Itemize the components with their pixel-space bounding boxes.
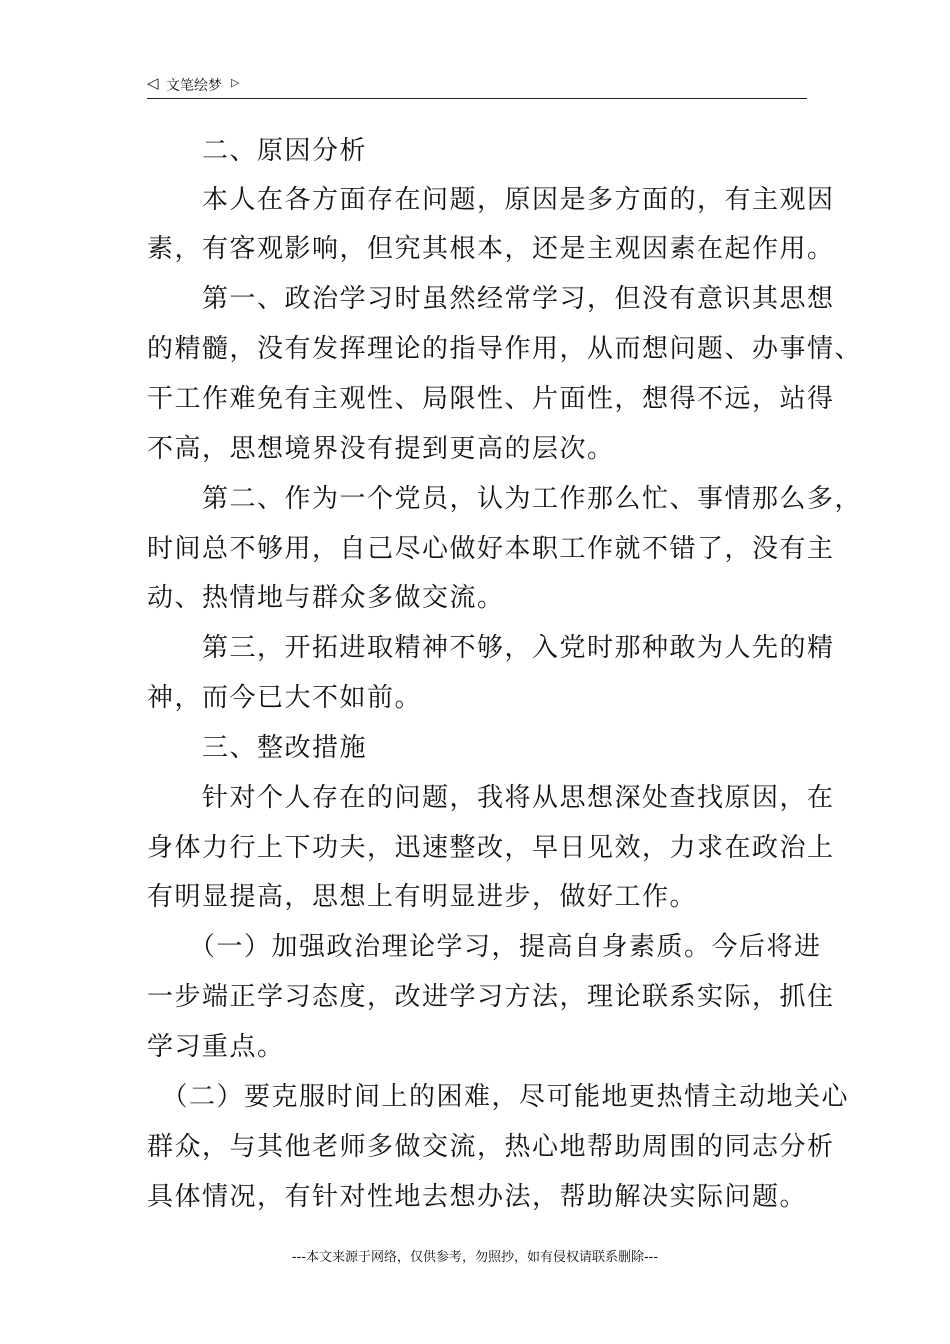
text-line: （一）加强政治理论学习，提高自身素质。今后将进 bbox=[147, 932, 822, 962]
text-line: 有明显提高，思想上有明显进步，做好工作。 bbox=[147, 882, 698, 912]
text-line: 时间总不够用，自己尽心做好本职工作就不错了，没有主 bbox=[147, 534, 835, 564]
text-line: 第二、作为一个党员，认为工作那么忙、事情那么多， bbox=[147, 484, 863, 514]
text-line: 的精髓，没有发挥理论的指导作用，从而想问题、办事情、 bbox=[147, 334, 863, 364]
text-line: 身体力行上下功夫，迅速整改，早日见效，力求在政治上 bbox=[147, 833, 835, 863]
text-line: 一步端正学习态度，改进学习方法，理论联系实际，抓住 bbox=[147, 982, 835, 1012]
text-line: 第一、政治学习时虽然经常学习，但没有意识其思想 bbox=[147, 284, 835, 314]
footer-disclaimer: ---本文来源于网络，仅供参考，勿照抄，如有侵权请联系删除--- bbox=[291, 1250, 659, 1265]
header-brand: 文笔绘梦 bbox=[166, 78, 222, 94]
text-line: 三、整改措施 bbox=[147, 733, 368, 763]
text-line: 针对个人存在的问题，我将从思想深处查找原因，在 bbox=[147, 783, 835, 813]
text-line: 具体情况，有针对性地去想办法，帮助解决实际问题。 bbox=[147, 1182, 808, 1212]
right-triangle-icon: ▷ bbox=[231, 76, 240, 89]
text-line: 群众，与其他老师多做交流，热心地帮助周围的同志分析 bbox=[147, 1132, 835, 1162]
left-triangle-icon: ◁ bbox=[147, 74, 159, 92]
text-line: 神，而今已大不如前。 bbox=[147, 683, 423, 713]
text-line: 学习重点。 bbox=[147, 1032, 285, 1062]
text-line: 本人在各方面存在问题，原因是多方面的，有主观因 bbox=[147, 185, 835, 215]
page-header bbox=[147, 74, 807, 99]
text-line: 素，有客观影响，但究其根本，还是主观因素在起作用。 bbox=[147, 234, 835, 264]
text-line: （二）要克服时间上的困难，尽可能地更热情主动地关心 bbox=[147, 1082, 850, 1112]
text-line: 动、热情地与群众多做交流。 bbox=[147, 583, 505, 613]
text-line: 干工作难免有主观性、局限性、片面性，想得不远，站得 bbox=[147, 384, 835, 414]
text-line: 不高，思想境界没有提到更高的层次。 bbox=[147, 434, 615, 464]
text-line: 二、原因分析 bbox=[147, 136, 368, 166]
text-line: 第三，开拓进取精神不够，入党时那种敢为人先的精 bbox=[147, 633, 835, 663]
